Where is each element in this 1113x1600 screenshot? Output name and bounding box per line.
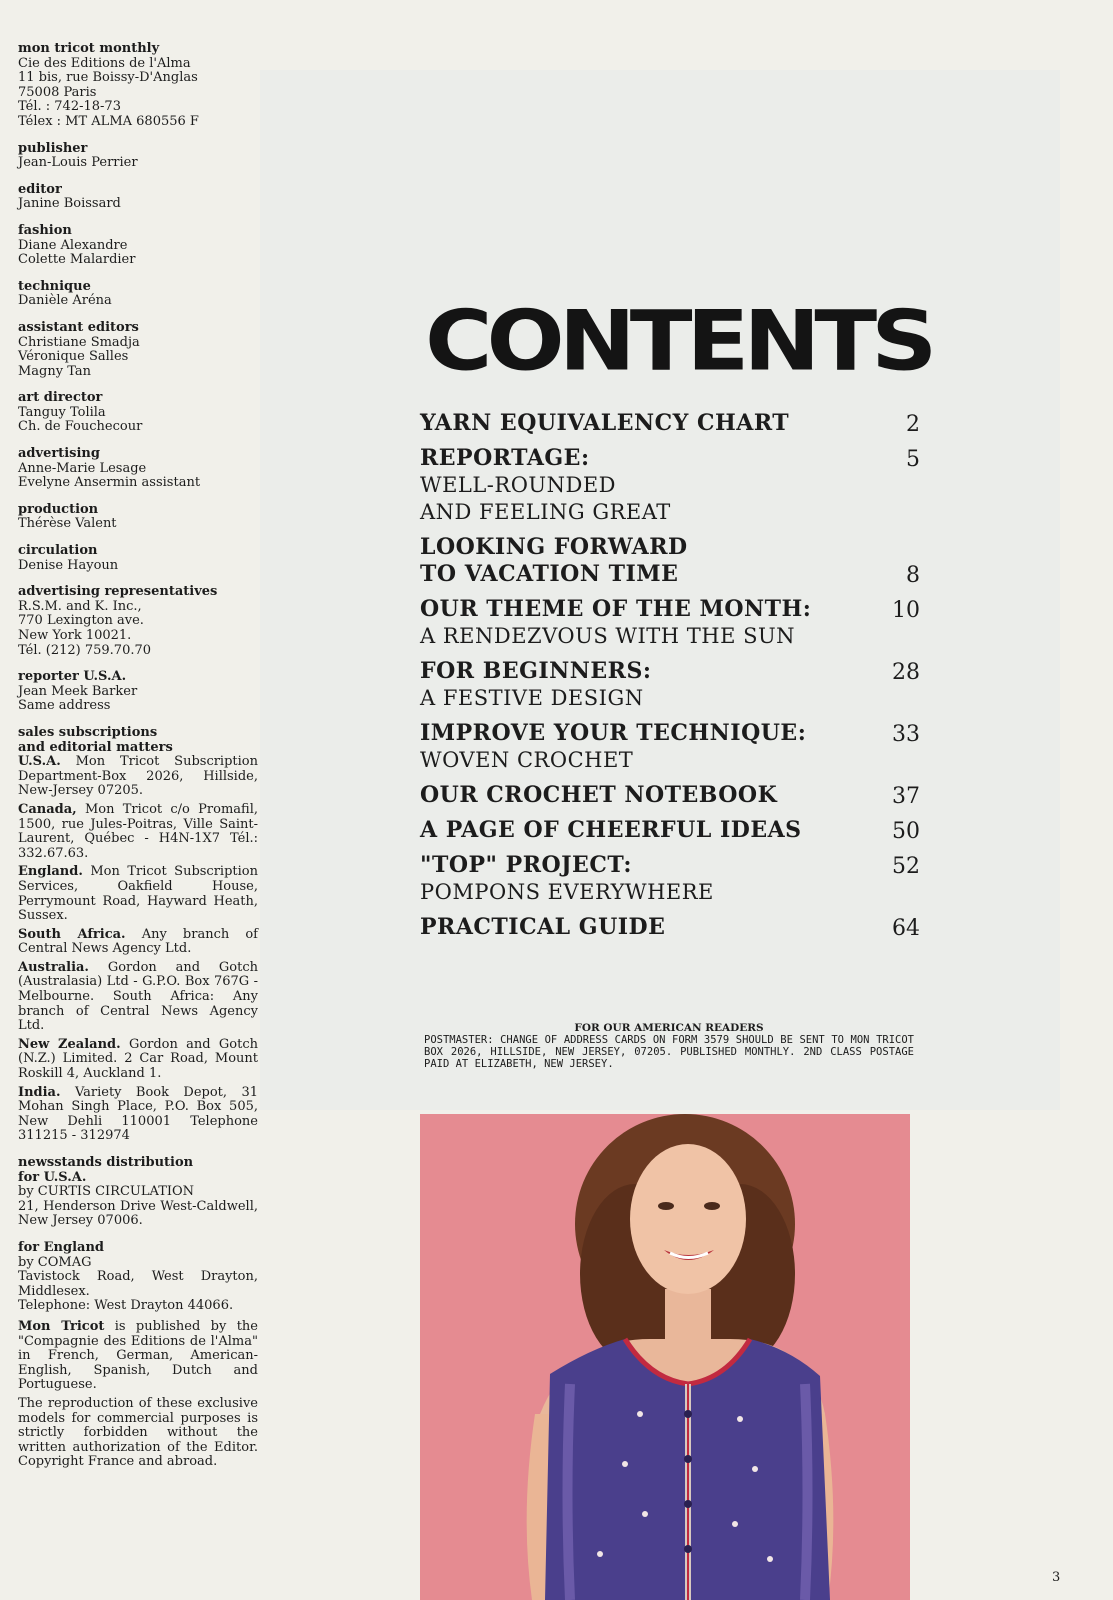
region-name: India.: [18, 1084, 61, 1100]
masthead-role: publisher: [18, 140, 88, 156]
masthead-line: New York 10021.: [18, 628, 132, 643]
toc-heading: "TOP" PROJECT:: [420, 852, 633, 878]
masthead-block: [18, 280, 258, 309]
sales-label-2: and editorial matters: [18, 739, 173, 755]
masthead-line: Télex : MT ALMA 680556 F: [18, 113, 199, 129]
toc-subtitle: WELL-ROUNDED: [420, 473, 617, 497]
masthead-block: [18, 447, 258, 491]
region-entry: [18, 928, 258, 957]
model-illustration: [420, 1114, 910, 1600]
england-section: [18, 1241, 258, 1314]
toc-heading: LOOKING FORWARD: [420, 534, 688, 560]
region-entry: [18, 1086, 258, 1144]
toc-entry: [420, 914, 920, 941]
region-text: Mon Tricot Subscription Department-Box 2026, Hillside, New-Jersey 07205.: [18, 754, 258, 799]
england-line: by COMAG: [18, 1254, 92, 1270]
publisher-note: [18, 1320, 258, 1393]
toc-entry: [420, 596, 920, 650]
toc-subtitle: POMPONS EVERYWHERE: [420, 880, 714, 904]
masthead-line: Tanguy Tolila: [18, 404, 106, 420]
masthead-role: art director: [18, 390, 103, 406]
toc-heading: A PAGE OF CHEERFUL IDEAS: [420, 817, 802, 843]
region-text: Variety Book Depot, 31 Mohan Singh Place, P.O. Box 505, New Dehli 110001 Telephone 311215 - 312974: [18, 1084, 258, 1144]
england-phone: Telephone: West Drayton 44066.: [18, 1298, 234, 1314]
toc-subtitle: A FESTIVE DESIGN: [420, 686, 644, 710]
toc-entry: [420, 852, 920, 906]
masthead-line: Cie des Editions de l'Alma: [18, 55, 191, 71]
masthead-role: advertising: [18, 446, 100, 462]
toc-page-number: 52: [892, 854, 920, 879]
masthead-role: fashion: [18, 222, 72, 238]
masthead-block: [18, 142, 258, 171]
masthead-role: circulation: [18, 543, 98, 559]
newsstands-label: newsstands distribution: [18, 1155, 194, 1170]
table-of-contents: [420, 410, 920, 949]
masthead-block: [18, 670, 258, 714]
toc-entry: [420, 720, 920, 774]
masthead-block: [18, 503, 258, 532]
american-readers-notice: [424, 1022, 914, 1070]
region-name: U.S.A.: [18, 754, 61, 770]
masthead-block: [18, 391, 258, 435]
masthead-line: Denise Hayoun: [18, 557, 119, 573]
masthead-line: Jean-Louis Perrier: [18, 155, 138, 171]
toc-heading: FOR BEGINNERS:: [420, 658, 652, 684]
sales-section: [18, 726, 258, 1144]
toc-heading: OUR THEME OF THE MONTH:: [420, 596, 812, 622]
masthead-block: [18, 321, 258, 379]
region-entry: [18, 865, 258, 923]
toc-heading: TO VACATION TIME: [420, 561, 679, 587]
region-text: Any branch of Central News Agency Ltd.: [18, 926, 258, 957]
masthead-role: reporter U.S.A.: [18, 669, 127, 685]
region-text: Gordon and Gotch (Australasia) Ltd - G.P.O. Box 767G - Melbourne. South Africa: Any branch of Central News Agency Ltd.: [18, 959, 259, 1034]
toc-entry: [420, 534, 920, 588]
region-entry: [18, 1038, 258, 1082]
masthead-block: [18, 183, 258, 212]
region-name: England.: [18, 864, 83, 880]
masthead-line: 75008 Paris: [18, 84, 97, 100]
toc-heading: IMPROVE YOUR TECHNIQUE:: [420, 720, 807, 746]
region-entry: [18, 961, 258, 1034]
toc-entry: [420, 658, 920, 712]
england-address: Tavistock Road, West Drayton, Middlesex.: [18, 1269, 258, 1299]
toc-page-number: 8: [906, 563, 920, 588]
toc-entry: [420, 817, 920, 844]
masthead-line: Diane Alexandre: [18, 237, 128, 253]
toc-entry: [420, 782, 920, 809]
toc-heading: REPORTAGE:: [420, 445, 590, 471]
region-list: [18, 755, 258, 1144]
toc-subtitle: WOVEN CROCHET: [420, 748, 634, 772]
masthead-role: production: [18, 501, 99, 517]
masthead-line: Same address: [18, 698, 111, 714]
toc-page-number: 5: [906, 447, 920, 472]
masthead-line: Tél. (212) 759.70.70: [18, 642, 152, 658]
region-text: Mon Tricot Subscription Services, Oakfield House, Perrymount Road, Hayward Heath, Sussex.: [18, 864, 258, 924]
masthead-line: Tél. : 742-18-73: [18, 99, 121, 115]
masthead-line: Janine Boissard: [18, 196, 121, 212]
notice-title: FOR OUR AMERICAN READERS: [574, 1022, 764, 1034]
toc-subtitle: AND FEELING GREAT: [420, 500, 671, 524]
newsstands-line: by CURTIS CIRCULATION: [18, 1184, 195, 1200]
masthead-block: [18, 544, 258, 573]
masthead-role: editor: [18, 181, 62, 197]
toc-subtitle: A RENDEZVOUS WITH THE SUN: [420, 624, 796, 648]
masthead-line: 770 Lexington ave.: [18, 613, 144, 629]
masthead-line: Thérèse Valent: [18, 516, 117, 532]
region-name: Canada,: [18, 801, 77, 817]
region-name: South Africa.: [18, 926, 126, 942]
toc-page-number: 33: [892, 722, 920, 747]
toc-heading: YARN EQUIVALENCY CHART: [420, 410, 790, 436]
masthead-line: Danièle Aréna: [18, 293, 112, 309]
masthead-column: [18, 42, 258, 1474]
contents-title: CONTENTS: [425, 292, 932, 390]
newsstands-address: 21, Henderson Drive West-Caldwell, New Jersey 07006.: [18, 1198, 258, 1229]
region-entry: [18, 755, 258, 799]
england-label: for England: [18, 1239, 104, 1255]
copyright-note: The reproduction of these exclusive models for commercial purposes is strictly forbidden without the written authorization of the Editor. Copyright France and abroad.: [18, 1395, 258, 1470]
region-name: New Zealand.: [18, 1036, 121, 1052]
masthead-line: Colette Malardier: [18, 252, 136, 268]
toc-entry: [420, 410, 920, 437]
masthead-line: R.S.M. and K. Inc.,: [18, 598, 142, 614]
page-number: 3: [1052, 1570, 1061, 1585]
masthead-line: Evelyne Ansermin assistant: [18, 475, 201, 491]
masthead-role: advertising representatives: [18, 584, 218, 600]
masthead-line: Véronique Salles: [18, 349, 129, 365]
region-name: Australia.: [18, 959, 89, 975]
newsstands-label-2: for U.S.A.: [18, 1169, 87, 1185]
masthead-line: Magny Tan: [18, 363, 92, 379]
sales-label: sales subscriptions: [18, 724, 158, 740]
publisher-note-text: is published by the "Compagnie des Editions de l'Alma" in French, German, American-English, Spanish, Dutch and Portuguese.: [18, 1318, 258, 1393]
masthead-line: Anne-Marie Lesage: [18, 460, 147, 476]
masthead-role: assistant editors: [18, 319, 139, 335]
cover-photo: [420, 1114, 910, 1600]
toc-heading: OUR CROCHET NOTEBOOK: [420, 782, 778, 808]
toc-page-number: 37: [892, 784, 920, 809]
masthead-line: Jean Meek Barker: [18, 683, 138, 699]
toc-page-number: 10: [892, 598, 920, 623]
notice-text: POSTMASTER: CHANGE OF ADDRESS CARDS ON FORM 3579 SHOULD BE SENT TO MON TRICOT BOX 2026, HILLSIDE, NEW JERSEY, 07205. PUBLISHED MONTHLY. 2ND CLASS POSTAGE PAID AT ELIZABETH, NEW JERSEY.: [424, 1034, 914, 1070]
masthead-line: Ch. de Fouchecour: [18, 419, 143, 435]
masthead-role: technique: [18, 278, 91, 294]
region-entry: [18, 803, 258, 861]
publisher-note-name: Mon Tricot: [18, 1318, 105, 1334]
masthead-block: [18, 224, 258, 268]
newsstands-section: [18, 1156, 258, 1229]
masthead-line: 11 bis, rue Boissy-D'Anglas: [18, 70, 198, 86]
toc-entry: [420, 445, 920, 526]
masthead-role: mon tricot monthly: [18, 41, 160, 56]
masthead-staff-list: [18, 42, 258, 714]
region-text: Mon Tricot c/o Promafil, 1500, rue Jules-Poitras, Ville Saint-Laurent, Québec - H4N-1X7 Tél.: 332.67.63.: [18, 801, 258, 861]
toc-page-number: 50: [892, 819, 920, 844]
region-text: Gordon and Gotch (N.Z.) Limited. 2 Car Road, Mount Roskill 4, Auckland 1.: [18, 1036, 258, 1082]
toc-page-number: 2: [906, 412, 920, 437]
masthead-block: [18, 42, 258, 130]
masthead-line: Christiane Smadja: [18, 334, 140, 350]
toc-page-number: 64: [892, 916, 920, 941]
toc-page-number: 28: [892, 660, 920, 685]
masthead-block: [18, 585, 258, 658]
toc-heading: PRACTICAL GUIDE: [420, 914, 666, 940]
